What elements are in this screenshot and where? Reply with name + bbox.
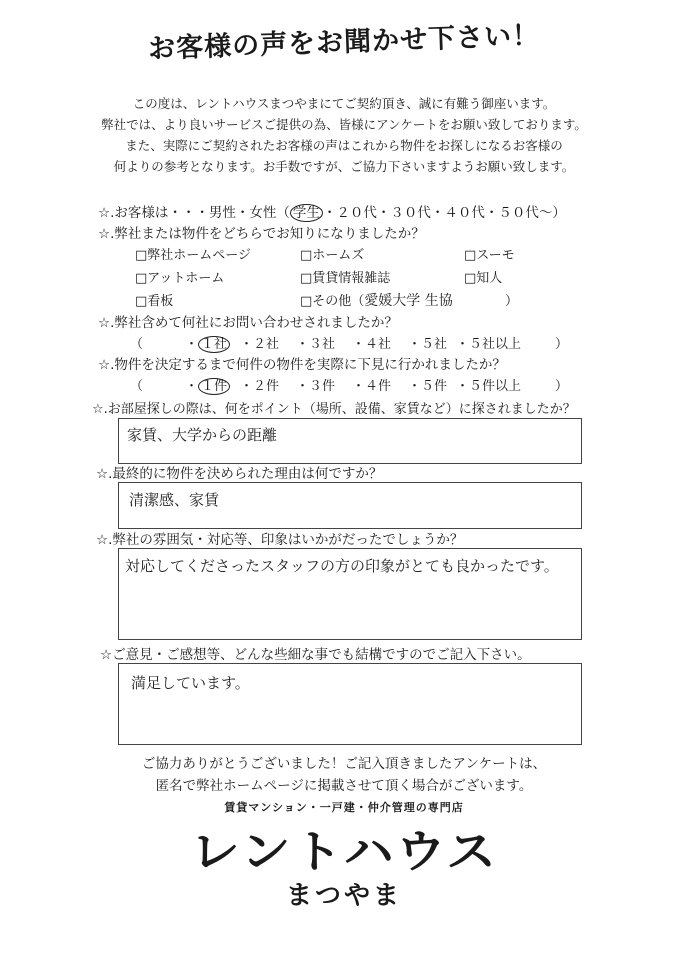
q2-option-suumo[interactable]: □スーモ bbox=[464, 248, 515, 263]
q2-other-answer: 愛媛大学 生協 bbox=[364, 293, 453, 309]
q3-open: （ bbox=[130, 337, 144, 352]
intro-line-2: 弊社では、より良いサービスご提供の為、皆様にアンケートをお願い致しております。 bbox=[101, 117, 587, 132]
q2-option-other[interactable] bbox=[300, 290, 453, 310]
closing-line-2: 匿名で弊社ホームページに掲載させて頂く場合がございます。 bbox=[155, 778, 533, 794]
question-4-label: ☆.物件を決定するまで何件の物件を実際に下見に行かれましたか？ bbox=[98, 357, 506, 373]
q4-option-4[interactable]: ・４件 bbox=[352, 379, 392, 394]
question-7-label: ☆.弊社の雰囲気・対応等、印象はいかがだったでしょうか？ bbox=[96, 532, 464, 548]
q4-option-5plus[interactable]: ・５件以上 bbox=[456, 379, 522, 394]
q2-option-magazine[interactable]: □賃貸情報雑誌 bbox=[300, 271, 391, 286]
q4-selected[interactable]: ・ １件 bbox=[185, 375, 230, 394]
q3-option-3[interactable]: ・３社 bbox=[296, 337, 336, 352]
intro-line-1: この度は、レントハウスまつやまにてご契約頂き、誠に有難う御座います。 bbox=[132, 96, 556, 111]
q6-answer: 清潔感、家賃 bbox=[129, 491, 220, 509]
q2-other-close: ） bbox=[505, 294, 519, 309]
q4-close: ） bbox=[555, 379, 569, 394]
question-5-label: ☆.お部屋探しの際は、何をポイント（場所、設備、家賃など）に探されましたか？ bbox=[92, 402, 576, 417]
question-1-rest: ・２０代・３０代・４０代・５０代〜） bbox=[322, 205, 566, 221]
intro-line-4: 何よりの参考となります。お手数ですが、ご協力下さいますようお願い致します。 bbox=[113, 159, 575, 174]
q8-answer-box[interactable] bbox=[118, 663, 582, 745]
q7-answer: 対応してくださったスタッフの方の印象がとても良かったです。 bbox=[125, 557, 559, 575]
q4-open: （ bbox=[130, 379, 144, 394]
q8-answer: 満足しています。 bbox=[131, 674, 250, 692]
q3-close: ） bbox=[555, 337, 569, 352]
q3-option-5plus[interactable]: ・５社以上 bbox=[456, 337, 522, 352]
question-1-selected: 学生 bbox=[290, 204, 323, 222]
question-3-label: ☆.弊社含めて何社にお問い合わせされましたか？ bbox=[98, 315, 398, 331]
q5-answer-box[interactable] bbox=[118, 418, 582, 464]
question-8-label: ☆ご意見・ご感想等、どんな些細な事でも結構ですのでご記入下さい。 bbox=[100, 647, 531, 663]
q5-answer: 家賃、大学からの距離 bbox=[127, 426, 278, 444]
q4-selected-value: １件 bbox=[198, 378, 230, 395]
q3-selected-value: １社 bbox=[198, 336, 230, 353]
q2-option-homepage[interactable]: □弊社ホームページ bbox=[135, 248, 252, 263]
q4-option-2[interactable]: ・２件 bbox=[240, 379, 280, 394]
q7-answer-box[interactable] bbox=[118, 548, 582, 640]
q3-option-5[interactable]: ・５社 bbox=[408, 337, 448, 352]
closing-line-1: ご協力ありがとうございました！ご記入頂きましたアンケートは、 bbox=[141, 756, 547, 772]
q3-option-4[interactable]: ・４社 bbox=[352, 337, 392, 352]
q2-option-other-label: □その他（ bbox=[300, 294, 365, 309]
company-logo-sub: まつやま bbox=[285, 881, 402, 911]
question-1 bbox=[98, 201, 566, 221]
company-tagline: 賃貸マンション・一戸建・仲介管理の専門店 bbox=[224, 801, 464, 814]
question-1-label: ☆.お客様は・・・男性・女性（ bbox=[98, 205, 290, 221]
q2-option-homes[interactable]: □ホームズ bbox=[300, 248, 365, 263]
company-logo: レントハウス bbox=[189, 825, 499, 878]
q2-option-acquaintance[interactable]: □知人 bbox=[464, 271, 503, 286]
q6-answer-box[interactable] bbox=[118, 482, 582, 529]
q4-option-5[interactable]: ・５件 bbox=[408, 379, 448, 394]
q2-option-signboard[interactable]: □看板 bbox=[135, 294, 174, 309]
survey-title: お客様の声をお聞かせ下さい！ bbox=[147, 20, 541, 65]
q4-option-3[interactable]: ・３件 bbox=[296, 379, 336, 394]
q3-option-2[interactable]: ・２社 bbox=[240, 337, 280, 352]
question-6-label: ☆.最終的に物件を決められた理由は何ですか？ bbox=[96, 466, 383, 482]
q2-option-athome[interactable]: □アットホーム bbox=[135, 271, 225, 286]
question-2-label: ☆.弊社または物件をどちらでお知りになりましたか？ bbox=[98, 226, 425, 242]
intro-line-3: また、実際にご契約されたお客様の声はこれから物件をお探しになるお客様の bbox=[125, 138, 563, 153]
q3-selected[interactable]: ・ １社 bbox=[185, 333, 230, 352]
